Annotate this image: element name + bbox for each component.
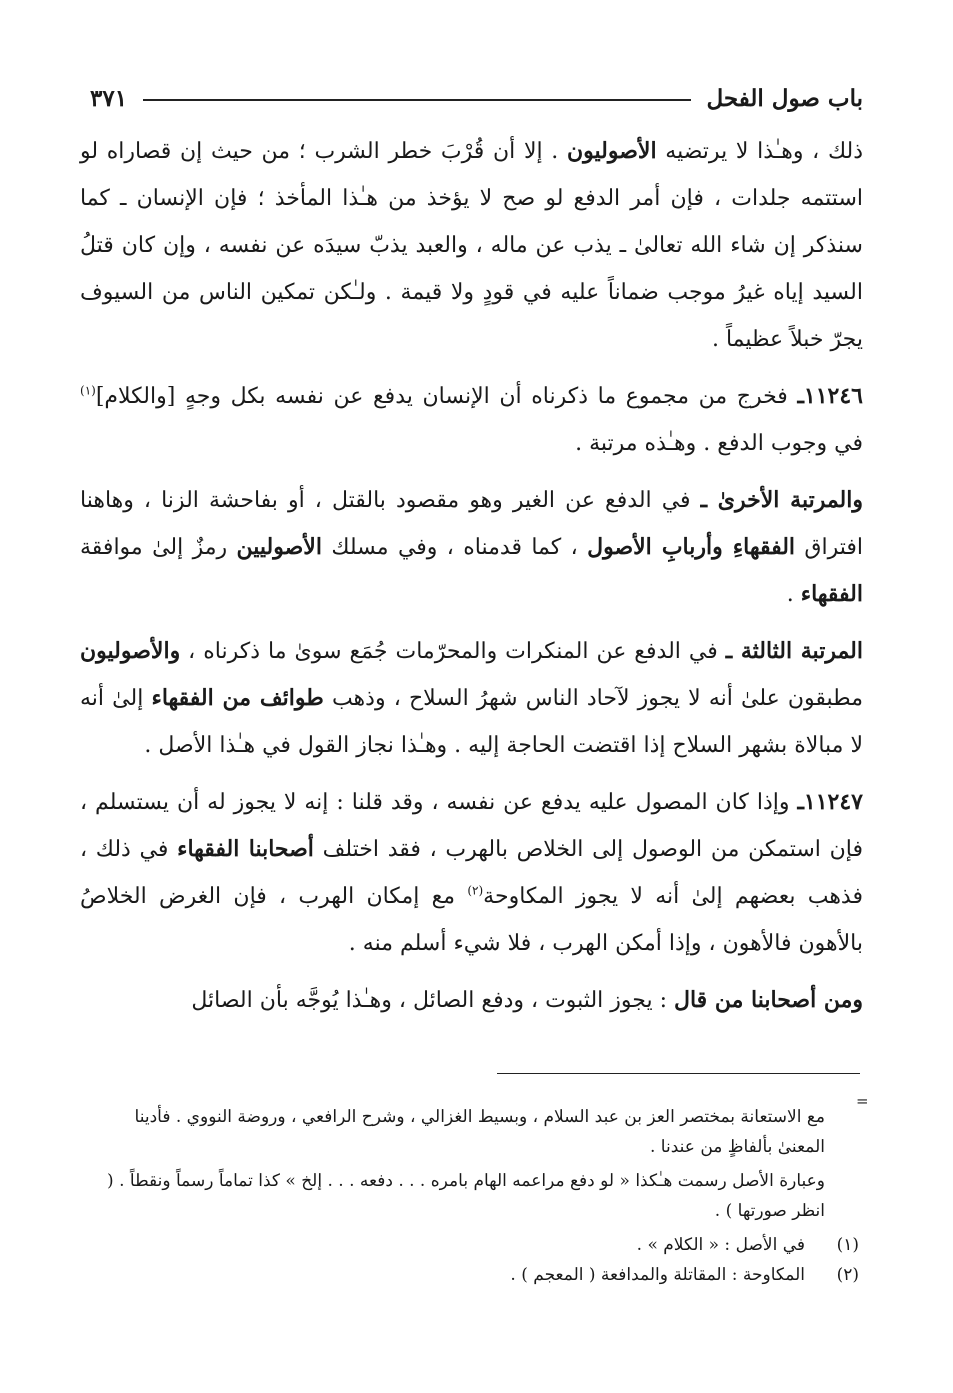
main-text [80,128,863,1024]
paragraph-11247: ١١٢٤٧ـ وإذا كان المصول عليه يدفع عن نفسه ، وقد قلنا : إنه لا يجوز له أن يستسلم ، فإن استمكن من الوصول إلى الخلاص بالهرب ، فقد اختلف أصحابنا الفقهاء في ذلك ، فذهب بعضهم إلىٰ أنه لا يجوز المكاوحة$^{(٢)}$ مع إمكان الهرب ، فإن الغرض الخلاصُ بالأهون فالأهون ، وإذا أمكن الهرب ، فلا شيء أسلم منه . [80,789,863,956]
footnotes [82,1102,859,1290]
footnote-number: (١) [836,1235,859,1255]
paragraph-11246: ١١٢٤٦ـ فخرج من مجموع ما ذكرناه أن الإنسان يدفع عن نفسه بكل وجهٍ [والكلام]$^{(١)}$ في وجوب الدفع . وهـٰذه مرتبة . [80,383,863,456]
paragraph-last: ومن أصحابنا من قال : يجوز الثبوت ، ودفع الصائل ، وهـٰذا يُوجَّه بأن الصائل [191,987,863,1013]
footnote-separator [497,1073,860,1074]
footnote-ref-2: (٢) [467,883,484,898]
footnote-continuation-2: وعبارة الأصل رسمت هـٰكذا « لو دفع مراعمه الهام بامره . . . دفعه . . . إلخ » كذا تماماً رسماً ونقطاً . ( انظر صورتها ) . [107,1171,825,1221]
footnote-number: (٢) [836,1265,859,1285]
page-number: ٣٧١ [90,84,128,112]
paragraph-second-rank: والمرتبة الأخرىٰ ـ في الدفع عن الغير وهو مقصود بالقتل ، أو بفاحشة الزنا ، وهاهنا افتراق الفقهاءِ وأربابِ الأصول ، كما قدمناه ، وفي مسلك الأصوليين رمزٌ إلىٰ موافقة الفقهاء . [80,487,864,607]
paragraph-1: ذلك ، وهـٰذا لا يرتضيه الأصوليون . إلا أن قُرْبَ خطر الشرب ؛ من حيث إن قصاراه لو استتمه جلدات ، فإن أمر الدفع لو صح لا يؤخذ من هـٰذا المأخذ ؛ فإن الإنسان ـ كما سنذكر إن شاء الله تعالىٰ ـ يذب عن ماله ، والعبد يذبّ سيدَه عن نفسه ، وإن كان قتلُ السيد إياه غيرُ موجب ضماناً عليه في قودٍ ولا قيمة . ولـٰكن تمكين الناس من السيوف يجرّ خبلاً عظيماً . [80,138,864,352]
issue-number: ١١٢٤٧ـ [797,789,863,815]
paragraph-third-rank: المرتبة الثالثة ـ في الدفع عن المنكرات والمحرّمات جُمَع سوىٰ ما ذكرناه ، والأصوليون مطبقون علىٰ أنه لا يجوز لآحاد الناس شهرُ السلاح ، وذهب طوائف من الفقهاء إلىٰ أنه لا مبالاة بشهر السلاح إذا اقتضت الحاجة إليه . وهـٰذا نجاز القول في هـٰذا الأصل . [80,638,864,758]
footnote-text: المكاوحة : المقاتلة والمدافعة ( المعجم ) . [510,1265,805,1285]
footnote-ref-1: (١) [80,383,96,398]
header-rule [143,99,690,101]
footnote-continuation-1: مع الاستعانة بمختصر العز بن عبد السلام ، وبسيط الغزالي ، وشرح الرافعي ، وروضة النووي . فأدينا المعنىٰ بألفاظٍ من عندنا . [134,1107,825,1157]
footnote-continuation-mark: = [856,1092,869,1110]
footnote-1 [82,1230,859,1260]
footnote-text: في الأصل : « الكلام » . [636,1235,805,1255]
chapter-title: باب صول الفحل [706,84,863,112]
running-header [90,78,863,118]
issue-number: ١١٢٤٦ـ [797,383,863,409]
footnote-2 [82,1260,859,1290]
